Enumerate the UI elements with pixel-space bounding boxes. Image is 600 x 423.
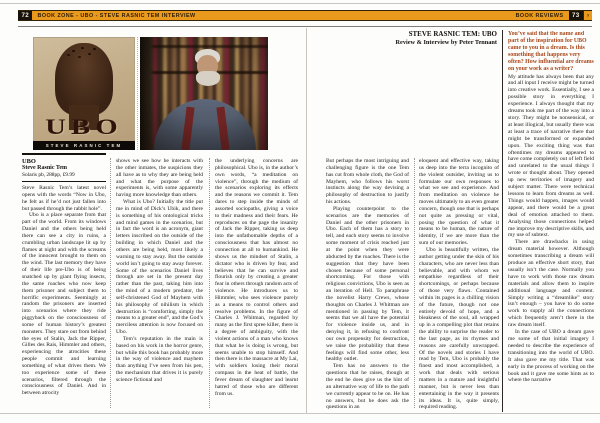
header-rule (18, 26, 592, 27)
page-bottom-edge (0, 413, 600, 414)
interview-column (508, 31, 594, 411)
review-column-2: shows we see how he interacts with the other inmates, the suspicions they all have as to why they are being held and what the purpose of the experiments is, with some apparently having more knowledge than others. What is Ubo? Initially the title put me in mind of Dick’s Ubik, and there is something of his ontological tricks and mind games in the scenarios, but in fact the word is an acronym, giant letters inscribed on the outside of the building in which Daniel and the others are being held, most likely a warning to stay away. But the outside world isn’t going to stay away forever. Some of the scenarios Daniel lives through are set in the present day rather than the past, taking him into the mind of a modern predator, the self-christened God of Mayhem with his philosophy of nihilism in which destruction is “comforting, simply the means to a greater end”, and the God’s merciless attention is now focused on Ubo. Tem’s reputation in the main is based on his work in the horror genre, but while this book has probably more in the way of violence and mayhem than anything I’ve seen from his pen, the mechanism that drives it is purely science fictional and (116, 158, 203, 383)
book-info-publication: Solaris pb, 288pp, £9.99 (22, 172, 75, 178)
interview-question: You’ve said that the name and part of the inspiration for UBO came to you in a dream. Is this something that happens very often? How influential are dreams on your work as a writer? (508, 31, 594, 73)
cover-author-strip: STEVE RASNIC TEM (33, 141, 135, 150)
review-column-5: eloquent and effective way, taking us deep into the terra incognito of the violent outsider, inviting us to formulate our own responses to what we see and experience. And from meditation on violence he moves ultimately to an even greater concern, though one that is perhaps not quite as pressing or vital, posing the question of what it means to be human, the nature of identity, if we are more than the sum of our memories. Ubo is beautifully written, the author getting under the skin of his characters, who are never less than believable, and with whom we empathise regardless of their shortcomings, or perhaps because of those very flaws. Contained within its pages is a chilling vision of the future, though not one entirely devoid of hope, and a bleakness of the soul, all wrapped up in a compelling plot that retains the ability to surprise the reader to the last page, as its rhymes and reasons are carefully unwrapped. Of the novels and stories I have read by Tem, Ubo is probably the finest and most accomplished, a work that deals with serious matters in a mature and insightful manner, but is never less than entertaining in the way it presents its ideas. It is, quite simply, required reading. (419, 158, 499, 409)
interview-answer: My attitude has always been that any and all input I receive might be turned into creative work. Essentially, I see a possible story in everything I experience. I always thought that my dreams took me part of the way into a story. They might be nonsensical, or at least illogical, but usually there was at least a trace of narrative there that might be transformed or expanded upon. The exciting thing was that oftentimes my dreams appeared to have come completely out of left field and unrelated to the usual things I wrote or thought about. They opened up new territories of imagery and subject matter. There were technical lessons to learn from dreams as well. Things would happen, images would appear, and there would be a great deal of emotion attached to them. Analysing those connections helped me improve my descriptive skills, and my use of subtext. (508, 73, 594, 239)
continuation-arrow-icon: › (583, 11, 592, 20)
article-heading (330, 30, 497, 47)
column-divider (110, 158, 111, 408)
book-info-author: Steve Rasnic Tem (22, 165, 67, 171)
header-title-left: BOOK ZONE - UBO - STEVE RASNIC TEM INTERVIEW (37, 12, 196, 19)
book-cover-image (33, 37, 135, 150)
interview-answer: There are drawbacks in using dream material however. Although sometimes transcribing a dream will produce an effective short story, that usually isn’t the case. Normally you have to work with those raw dream materials and allow them to inspire additional language and content. Simply writing a “dreamlike” story isn’t enough – you have to do some work to supply all the connections which frequently aren’t there in the raw dream itself. (508, 239, 594, 329)
column-divider (209, 158, 210, 408)
author-photo (140, 37, 268, 150)
page-number-right: 73 (569, 11, 583, 20)
review-column-4: But perhaps the most intriguing and challenging figure is the one Tem has cut from whole cloth, the God of Mayhem, who follows his worst instincts along the way devising a philosophy of destruction to justify his actions. Playing counterpoint to the scenarios are the memories of Daniel and the other prisoners in Ubo. Each of them has a story to tell, and each story seems to involve some moment of crisis reached just at the point when they were abducted by the roaches. There is the suggestion that they have been chosen because of some personal shortcoming. For those with religious convictions, Ubo is seen as an iteration of Hell. To paraphrase the novelist Harry Crews, whose thoughts on Charles J. Whitman are mentioned in passing by Tem, it seems that we all have the potential for violence inside us, and in denying it, in refusing to confront our own propensity for destruction, we raise the probability that these feelings will find some other, less healthy outlet. Tem has no answers to the questions that he raises, though at the end he does give us the hint of an alternative way of life to the path we currently appear to be on. He has no answers, but he does ask the questions in an (326, 158, 409, 409)
page-fold-line (306, 28, 307, 413)
cover-roaches-artwork (81, 47, 84, 49)
article-title: STEVE RASNIC TEM: UBO (408, 30, 497, 38)
interview-answer: In the case of UBO a dream gave me some of that initial imagery I needed to describe the experience of transitioning into the world of UBO. It also gave me my title. That was early in the process of working on the book and it gave me some hints as to where the narrative (508, 329, 594, 384)
interview-divider-rule (502, 30, 503, 412)
header-bar (18, 10, 592, 21)
page-number-left: 72 (18, 11, 32, 20)
cover-photo-divider (137, 37, 138, 150)
header-title-right: BOOK REVIEWS (515, 12, 564, 19)
column-divider (414, 158, 415, 408)
review-column-1: Steve Rasnic Tem’s latest novel opens with the words “Now in Ubo, he felt as if he’d not just fallen into but passed through the rabbit hole”. Ubo is a place separate from that part of the world. From its windows Daniel and the others being held there can see a city in ruins, a crumbling urban landscape lit up by flames at night and with the screams of the innocent brought to them on the wind. The last memory they have of their life pre-Ubo is of being snatched up by giant flying insects, the same roaches who now keep them prisoner and subject them to horrific experiments. Seemingly at random the prisoners are inserted into scenarios where they ride piggyback on the consciousness of some of human history’s greatest monsters. They stare out from behind the eyes of Stalin, Jack the Ripper, Gilles des Rais, Himmler and others, experiencing the atrocities these people commit and learning something of what drives them. We too experience some of these scenarios, filtered through the consciousness of Daniel. And in between atrocity (22, 185, 106, 397)
cover-title: UBO (45, 114, 123, 139)
page-top-edge (0, 3, 600, 4)
book-info-block (22, 153, 106, 182)
review-column-3: the underlying concerns are philosophical. Ubo is, in the author’s own words, “a meditation on violence”, through the medium of the scenarios exploring its effects and the reasons we commit it. Tem dares to step inside the minds of assorted sociopaths, giving a voice to their madness and their fears. He reproduces on the page the insanity of Jack the Ripper, taking us deep into the unfathomable depths of a consciousness that has almost no connection at all to humankind. He shows us the mindset of Stalin, a dictator who is driven by fear, and believes that he can survive and flourish only by creating a greater fear in others through random acts of violence. He introduces us to Himmler, who sees violence purely as a means to control others and resolve problems. In the figure of Charles J. Whitman, regarded by many as the first spree killer, there is a degree of ambiguity, with the violent actions of a man who knows that what he is doing is wrong, but seems unable to stop himself. And then there is the massacre at My Lai, with soldiers losing their moral compass in the heat of battle, the fever dream of slaughter and learnt hatred of those who are different from us. (215, 158, 298, 397)
article-byline: Review & Interview by Peter Tennant (395, 38, 497, 46)
book-info-title: UBO (22, 157, 36, 165)
